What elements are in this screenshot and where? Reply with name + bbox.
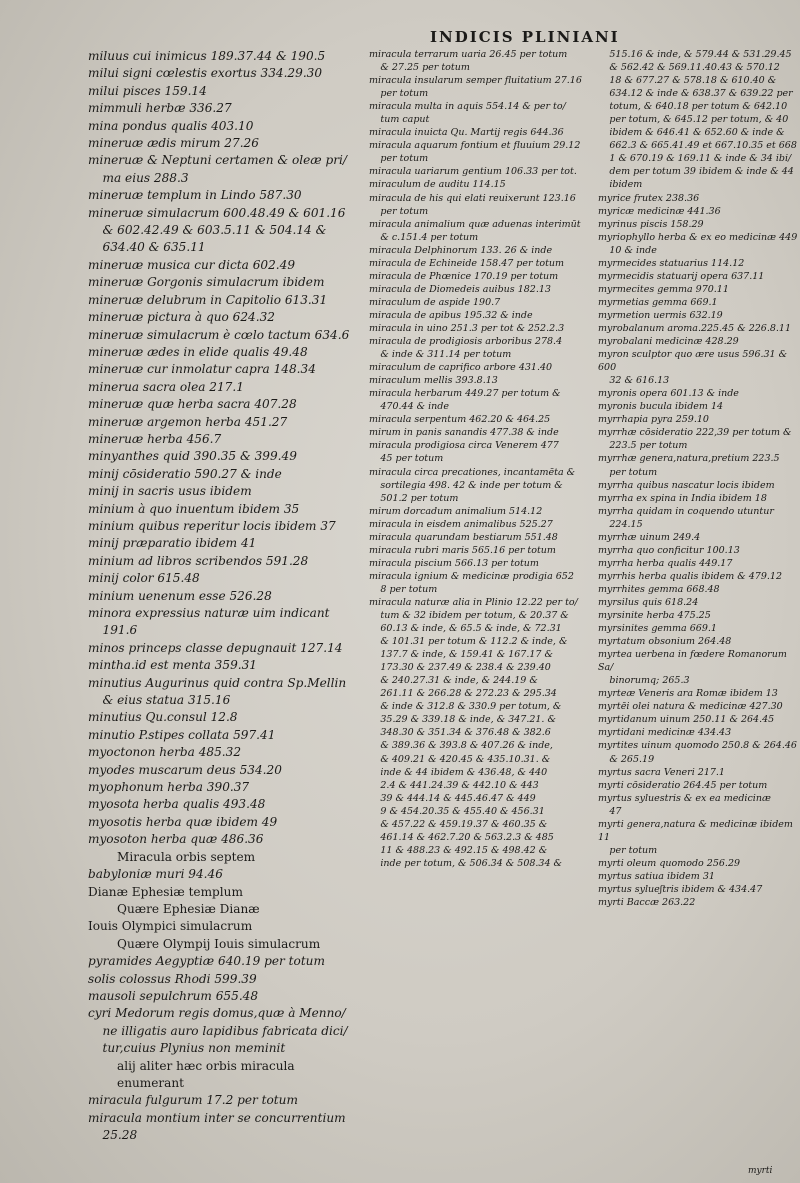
index-entry: Miracula orbis septem: [117, 849, 256, 864]
index-entry: myrobalanum aroma.225.45 & 226.8.11: [598, 322, 792, 334]
index-entry: myrti genera,natura & medicinæ ibidem 11: [598, 818, 793, 843]
index-entry: tum & 32 ibidem per totum, & 20.37 &: [380, 610, 569, 622]
index-entry: 662.3 & 665.41.49 et 667.10.35 et 668: [609, 140, 797, 152]
index-entry: minij color 615.48: [88, 571, 200, 586]
index-entry: & 409.21 & 420.45 & 435.10.31. &: [380, 753, 551, 765]
index-entry: Quære Olympij Iouis simulacrum: [117, 936, 321, 951]
index-entry: miracula uariarum gentium 106.33 per tot.: [369, 166, 577, 178]
index-entry: miracula in uino 251.3 per tot & 252.2.3: [369, 322, 565, 334]
index-entry: 634.12 & inde & 638.37 & 639.22 per: [609, 88, 793, 100]
index-entry: miracula de his qui elati reuixerunt 123.16: [369, 192, 576, 204]
index-entry: 47: [609, 805, 622, 817]
index-entry: ibidem & 646.41 & 652.60 & inde &: [609, 127, 785, 139]
index-entry: myrti Baccæ 263.22: [598, 897, 696, 909]
index-entry: myrice frutex 238.36: [598, 192, 700, 204]
index-column-2: [369, 48, 591, 870]
index-entry: mineruæ simulacrum 600.48.49 & 601.16: [88, 205, 346, 220]
index-entry: myrsinites gemma 669.1: [598, 623, 717, 635]
index-entry: minij cōsideratio 590.27 & inde: [88, 466, 282, 481]
index-entry: 11 & 488.23 & 492.15 & 498.42 &: [380, 844, 548, 856]
index-entry: mina pondus qualis 403.10: [88, 118, 254, 133]
index-entry: per totum: [380, 153, 429, 165]
index-entry: 1 & 670.19 & 169.11 & inde & 34 ibi/: [609, 153, 792, 165]
index-entry: myrsinite herba 475.25: [598, 610, 711, 622]
index-entry: myrmecides statuarius 114.12: [598, 257, 745, 269]
index-entry: Iouis Olympici simulacrum: [88, 919, 253, 934]
index-entry: mineruæ quæ herba sacra 407.28: [88, 397, 297, 412]
index-entry: mausoli sepulchrum 655.48: [88, 988, 259, 1003]
index-entry: mineruæ Gorgonis simulacrum ibidem: [88, 275, 325, 290]
index-entry: myrrhæ genera,natura,pretium 223.5: [598, 453, 780, 465]
index-entry: minutius Qu.consul 12.8: [88, 710, 238, 725]
index-entry: minerua sacra olea 217.1: [88, 379, 244, 394]
index-entry: per totum: [380, 205, 429, 217]
index-entry: myrrha ex spina in India ibidem 18: [598, 492, 767, 504]
index-entry: minium à quo inuentum ibidem 35: [88, 501, 300, 516]
index-entry: myrtus satiua ibidem 31: [598, 870, 715, 882]
index-entry: miracula multa in aquis 554.14 & per to/: [369, 101, 566, 113]
index-entry: myrinus piscis 158.29: [598, 218, 704, 230]
index-entry: myrrha quo conficitur 100.13: [598, 544, 740, 556]
index-entry: mirum dorcadum animalium 514.12: [369, 505, 543, 517]
index-entry: milui signi cœlestis exortus 334.29.30: [88, 66, 323, 81]
index-entry: & c.151.4 per totum: [380, 231, 479, 243]
index-entry: minium quibus reperitur locis ibidem 37: [88, 518, 336, 533]
index-entry: myriophyllo herba & ex eo medicinæ 449: [598, 231, 798, 243]
index-entry: myrtites uinum quomodo 250.8 & 264.46: [598, 740, 797, 752]
index-entry: mimmuli herbæ 336.27: [88, 101, 232, 116]
index-entry: inde & 44 ibidem & 436.48, & 440: [380, 766, 548, 778]
index-entry: myrtatum obsonium 264.48: [598, 636, 732, 648]
index-entry: & 240.27.31 & inde, & 244.19 &: [380, 675, 538, 687]
index-entry: myrobalani medicinæ 428.29: [598, 336, 739, 348]
index-entry: miracula quarundam bestiarum 551.48: [369, 531, 558, 543]
index-entry: ibidem: [609, 179, 643, 191]
index-entry: miracula naturæ alia in Plinio 12.22 per to/: [369, 596, 578, 608]
index-entry: myrrhis herba qualis ibidem & 479.12: [598, 570, 782, 582]
index-entry: 10 & inde: [609, 244, 657, 256]
index-entry: myrtus syluestris & ex ea medicinæ: [598, 792, 771, 804]
index-entry: ne illigatis auro lapidibus fabricata dici/: [102, 1023, 348, 1038]
index-entry: sortilegia 498. 42 & inde per totum &: [380, 479, 563, 491]
index-entry: 634.40 & 635.11: [102, 240, 206, 255]
index-entry: mineruæ ædes in elide qualis 49.48: [88, 344, 308, 359]
index-column-1: [88, 48, 360, 1145]
index-entry: tum caput: [380, 114, 430, 126]
index-entry: mintha.id est menta 359.31: [88, 658, 257, 673]
index-entry: miracula de Diomedeis auibus 182.13: [369, 283, 551, 295]
index-entry: 35.29 & 339.18 & inde, & 347.21. &: [380, 714, 556, 726]
index-entry: mineruæ & Neptuni certamen & oleæ pri/: [88, 153, 347, 168]
index-entry: miracula ignium & medicinæ prodigia 652: [369, 570, 574, 582]
index-entry: miraculum de aspide 190.7: [369, 296, 501, 308]
index-entry: miracula montium inter se concurrentium: [88, 1110, 346, 1125]
index-entry: myrmetias gemma 669.1: [598, 296, 718, 308]
index-entry: miracula Delphinorum 133. 26 & inde: [369, 244, 553, 256]
index-entry: babyloniæ muri 94.46: [88, 867, 223, 882]
index-entry: 470.44 & inde: [380, 401, 449, 413]
index-entry: myrrhapia pyra 259.10: [598, 414, 709, 426]
index-entry: 501.2 per totum: [380, 492, 459, 504]
index-entry: mineruæ ædis mirum 27.26: [88, 136, 259, 151]
index-entry: solis colossus Rhodi 599.39: [88, 971, 257, 986]
index-entry: miraculum de caprifico arbore 431.40: [369, 362, 553, 374]
index-entry: 45 per totum: [380, 453, 444, 465]
index-entry: miracula fulgurum 17.2 per totum: [88, 1093, 298, 1108]
index-entry: & inde & 311.14 per totum: [380, 349, 512, 361]
index-entry: & 457.22 & 459.19.37 & 460.35 &: [380, 818, 548, 830]
index-entry: miracula terrarum uaria 26.45 per totum: [369, 49, 568, 60]
index-entry: & 27.25 per totum: [380, 62, 470, 74]
index-entry: myodes muscarum deus 534.20: [88, 762, 282, 777]
index-entry: myrti cōsideratio 264.45 per totum: [598, 779, 768, 791]
index-entry: 25.28: [102, 1128, 138, 1143]
index-entry: miracula in eisdem animalibus 525.27: [369, 518, 553, 530]
index-entry: myrtus sylueʃtris ibidem & 434.47: [598, 884, 763, 895]
index-entry: miracula serpentum 462.20 & 464.25: [369, 414, 551, 426]
index-entry: binorumq; 265.3: [609, 675, 690, 687]
index-entry: myrtidani medicinæ 434.43: [598, 727, 732, 739]
index-entry: milui pisces 159.14: [88, 83, 207, 98]
index-entry: mineruæ cur inmolatur capra 148.34: [88, 362, 316, 377]
index-entry: mineruæ templum in Lindo 587.30: [88, 188, 302, 203]
index-entry: mineruæ musica cur dicta 602.49: [88, 257, 296, 272]
index-entry: 8 per totum: [380, 583, 438, 595]
index-entry: myron sculptor quo ære usus 596.31 & 600: [598, 349, 788, 374]
index-entry: & inde & 312.8 & 330.9 per totum, &: [380, 701, 562, 713]
index-entry: myrrhites gemma 668.48: [598, 583, 720, 595]
index-entry: mineruæ pictura à quo 624.32: [88, 310, 275, 325]
index-entry: miracula inuicta Qu. Martij regis 644.36: [369, 127, 564, 139]
index-entry: miracula animalium quæ aduenas interimūt: [369, 218, 581, 230]
index-entry: myosotis herba quæ ibidem 49: [88, 814, 278, 829]
index-entry: 261.11 & 266.28 & 272.23 & 295.34: [380, 688, 557, 700]
index-entry: miluus cui inimicus 189.37.44 & 190.5: [88, 49, 326, 63]
index-entry: per totum, & 645.12 per totum, & 40: [609, 114, 789, 126]
index-entry: 191.6: [102, 623, 138, 638]
index-entry: Quære Ephesiæ Dianæ: [117, 901, 260, 916]
index-entry: miracula de Echineide 158.47 per totum: [369, 257, 565, 269]
index-entry: miracula rubri maris 565.16 per totum: [369, 544, 556, 556]
index-entry: enumerant: [117, 1075, 185, 1090]
index-entry: myronis bucula ibidem 14: [598, 401, 724, 413]
index-entry: myrrha quibus nascatur locis ibidem: [598, 479, 775, 491]
index-entry: miracula insularum semper fluitatium 27.16: [369, 75, 582, 87]
index-column-3: [598, 48, 798, 909]
index-entry: miracula de prodigiosis arboribus 278.4: [369, 336, 563, 348]
index-entry: minium uenenum esse 526.28: [88, 588, 272, 603]
index-entry: 60.13 & inde, & 65.5 & inde, & 72.31: [380, 623, 562, 635]
index-entry: minos princeps classe depugnauit 127.14: [88, 640, 343, 655]
index-entry: 39 & 444.14 & 445.46.47 & 449: [380, 792, 536, 804]
catchword: myrti: [748, 1166, 773, 1176]
index-entry: myrrhæ uinum 249.4: [598, 531, 701, 543]
index-entry: miracula circa precationes, incantamēta &: [369, 466, 576, 478]
index-entry: miracula aquarum fontium et fluuium 29.12: [369, 140, 581, 152]
index-entry: minij in sacris usus ibidem: [88, 484, 252, 499]
index-entry: myrti oleum quomodo 256.29: [598, 857, 741, 869]
index-entry: minij præparatio ibidem 41: [88, 536, 257, 551]
index-entry: miracula herbarum 449.27 per totum &: [369, 388, 561, 400]
index-entry: miracula piscium 566.13 per totum: [369, 557, 539, 569]
index-entry: myoctonon herba 485.32: [88, 745, 242, 760]
index-entry: mineruæ herba 456.7: [88, 431, 222, 446]
index-entry: per totum: [609, 466, 658, 478]
index-entry: & 562.42 & 569.11.40.43 & 570.12: [609, 62, 780, 74]
index-entry: myronis opera 601.13 & inde: [598, 388, 739, 400]
index-entry: miraculum de auditu 114.15: [369, 179, 506, 191]
index-entry: minutio P.stipes collata 597.41: [88, 727, 276, 742]
index-entry: 18 & 677.27 & 578.18 & 610.40 &: [609, 75, 777, 87]
index-entry: totum, & 640.18 per totum & 642.10: [609, 101, 788, 113]
index-entry: miracula de apibus 195.32 & inde: [369, 309, 533, 321]
index-entry: miraculum mellis 393.8.13: [369, 375, 498, 387]
index-entry: 461.14 & 462.7.20 & 563.2.3 & 485: [380, 831, 554, 843]
index-entry: 224.15: [609, 518, 643, 530]
index-entry: myrsilus quis 618.24: [598, 596, 699, 608]
index-entry: 9 & 454.20.35 & 455.40 & 456.31: [380, 805, 545, 817]
index-entry: dem per totum 39 ibidem & inde & 44: [609, 166, 794, 178]
index-entry: myrmecites gemma 970.11: [598, 283, 729, 295]
index-entry: 2.4 & 441.24.39 & 442.10 & 443: [380, 779, 539, 791]
index-entry: myophonum herba 390.37: [88, 780, 250, 795]
index-entry: minutius Augurinus quid contra Sp.Mellin: [88, 675, 347, 690]
index-entry: myosoton herba quæ 486.36: [88, 832, 264, 847]
index-entry: 223.5 per totum: [609, 440, 688, 452]
index-entry: & eius statua 315.16: [102, 693, 231, 708]
index-entry: myrtidanum uinum 250.11 & 264.45: [598, 714, 775, 726]
index-entry: myricæ medicinæ 441.36: [598, 205, 721, 217]
index-entry: myrtea uerbena in fœdere Romanorum Sa/: [598, 649, 787, 674]
index-entry: myrtēi olei natura & medicinæ 427.30: [598, 701, 783, 713]
index-entry: minium ad libros scribendos 591.28: [88, 553, 309, 568]
index-entry: & 602.42.49 & 603.5.11 & 504.14 &: [102, 223, 327, 238]
index-entry: cyri Medorum regis domus,quæ à Menno/: [88, 1006, 346, 1021]
index-entry: per totum: [609, 844, 658, 856]
index-entry: inde per totum, & 506.34 & 508.34 &: [380, 857, 562, 869]
index-entry: mineruæ simulacrum è cœlo tactum 634.6: [88, 327, 350, 342]
running-head: INDICIS PLINIANI: [430, 28, 620, 46]
index-entry: miracula de Phœnice 170.19 per totum: [369, 270, 559, 282]
index-entry: myrmetion uermis 632.19: [598, 309, 723, 321]
index-entry: & 101.31 per totum & 112.2 & inde, &: [380, 636, 568, 648]
index-entry: 137.7 & inde, & 159.41 & 167.17 &: [380, 649, 553, 661]
index-entry: mineruæ argemon herba 451.27: [88, 414, 288, 429]
index-entry: ma eius 288.3: [102, 170, 189, 185]
index-entry: myrrha herba qualis 449.17: [598, 557, 733, 569]
index-entry: pyramides Aegyptiæ 640.19 per totum: [88, 954, 325, 969]
index-entry: myrtus sacra Veneri 217.1: [598, 766, 725, 778]
index-entry: Dianæ Ephesiæ templum: [88, 884, 243, 899]
index-entry: myrrhæ cōsideratio 222,39 per totum &: [598, 427, 792, 439]
index-entry: myosota herba qualis 493.48: [88, 797, 266, 812]
index-entry: myrteæ Veneris ara Romæ ibidem 13: [598, 688, 778, 700]
index-entry: myrrha quidam in coquendo utuntur: [598, 505, 774, 517]
index-entry: alij aliter hæc orbis miracula: [117, 1058, 295, 1073]
index-entry: 173.30 & 237.49 & 238.4 & 239.40: [380, 662, 551, 674]
index-entry: 348.30 & 351.34 & 376.48 & 382.6: [380, 727, 551, 739]
index-entry: myrmecidis statuarij opera 637.11: [598, 270, 765, 282]
index-entry: mineruæ delubrum in Capitolio 613.31: [88, 292, 328, 307]
index-entry: 515.16 & inde, & 579.44 & 531.29.45: [609, 49, 792, 60]
index-entry: 32 & 616.13: [609, 375, 670, 387]
index-entry: & 265.19: [609, 753, 655, 765]
index-entry: per totum: [380, 88, 429, 100]
index-entry: miracula prodigiosa circa Venerem 477: [369, 440, 559, 452]
index-entry: minora expressius naturæ uim indicant: [88, 606, 330, 620]
index-entry: minyanthes quid 390.35 & 399.49: [88, 449, 297, 464]
index-entry: mirum in panis sanandis 477.38 & inde: [369, 427, 559, 439]
index-entry: & 389.36 & 393.8 & 407.26 & inde,: [380, 740, 553, 752]
index-entry: tur,cuius Plynius non meminit: [102, 1041, 286, 1056]
